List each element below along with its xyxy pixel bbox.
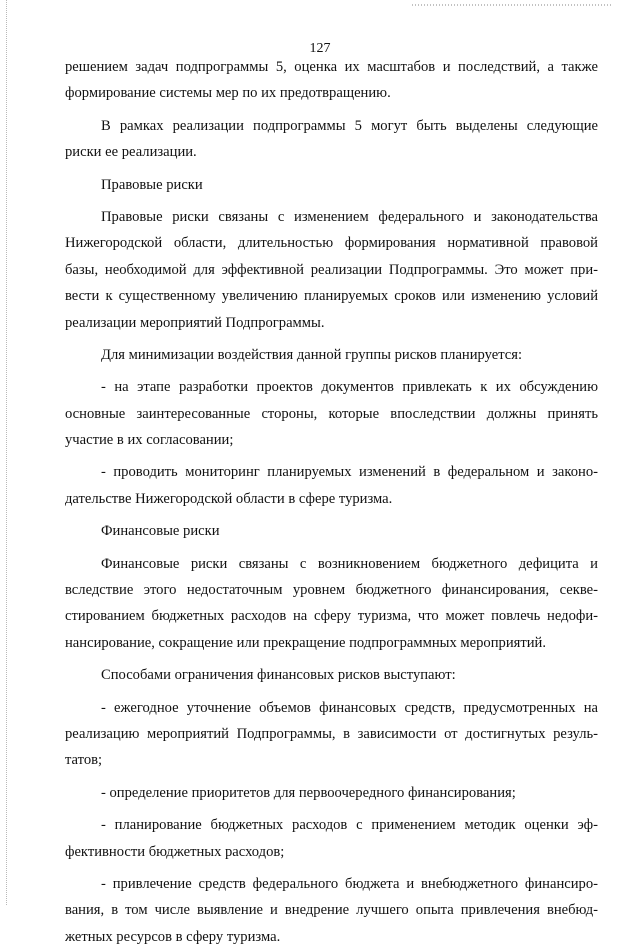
text-line: участие в их согласовании; (65, 432, 234, 449)
page-edge (6, 0, 7, 905)
text-line: реализации мероприятий Подпрограммы. (65, 314, 325, 331)
text-line: - ежегодное уточнение объемов финансовых средств, предусмотренных на (101, 699, 598, 716)
paragraph (65, 342, 598, 368)
list-item (65, 374, 598, 453)
text-line: - проводить мониторинг планируемых изменений в федеральном и законо- (101, 464, 598, 481)
list-item (65, 871, 598, 950)
paragraph (65, 204, 598, 336)
text-line: - на этапе разработки проектов документов привлекать к их обсуждению (101, 379, 598, 396)
section-heading-legal: Правовые риски (101, 176, 203, 193)
text-line: вести к существенному увеличению планируемых сроков или изменению условий (65, 288, 598, 305)
text-line: - определение приоритетов для первоочередного финансирования; (101, 784, 516, 801)
text-line: базы, необходимой для эффективной реализации Подпрограммы. Это может при- (65, 261, 598, 278)
text-line: В рамках реализации подпрограммы 5 могут быть выделены следующие (101, 117, 598, 134)
list-item (65, 812, 598, 865)
text-line: Для минимизации воздействия данной группы рисков планируется: (101, 346, 523, 363)
text-line: жетных ресурсов в сферу туризма. (65, 928, 281, 945)
section-heading (65, 172, 598, 198)
text-line: стированием бюджетных расходов на сферу туризма, что может повлечь недофи- (65, 608, 598, 625)
text-line: Правовые риски связаны с изменением федерального и законодательства (101, 208, 598, 225)
text-line: Нижегородской области, длительностью формирования нормативной правовой (65, 235, 598, 252)
text-line: нансирование, сокращение или прекращение подпрограммных мероприятий. (65, 634, 546, 651)
text-line: - привлечение средств федерального бюджета и внебюджетного финансиро- (101, 875, 598, 892)
text-line: вследствие этого недостаточным уровнем бюджетного финансирования, секве- (65, 582, 598, 599)
text-line: - планирование бюджетных расходов с применением методик оценки эф- (101, 817, 598, 834)
page-number: 127 (309, 41, 331, 56)
list-item (65, 459, 598, 512)
text-line: реализацию мероприятий Подпрограммы, в зависимости от достигнутых резуль- (65, 725, 598, 742)
list-item (65, 695, 598, 774)
text-line: основные заинтересованные стороны, которые впоследствии должны принять (65, 405, 598, 422)
list-item (65, 780, 598, 806)
scan-artifact (412, 4, 612, 6)
paragraph (65, 113, 598, 166)
text-line: формирование системы мер по их предотвращению. (65, 85, 391, 102)
text-line: Способами ограничения финансовых рисков выступают: (101, 667, 456, 684)
text-line: татов; (65, 752, 103, 769)
text-line: риски ее реализации. (65, 144, 197, 161)
text-line: вания, в том числе выявление и внедрение лучшего опыта привлечения внебюд- (65, 902, 598, 919)
paragraph (65, 662, 598, 688)
paragraph (65, 54, 598, 107)
text-line: решением задач подпрограммы 5, оценка их масштабов и последствий, а также (65, 59, 598, 75)
text-line: фективности бюджетных расходов; (65, 843, 285, 860)
text-line: дательстве Нижегородской области в сфере туризма. (65, 490, 393, 507)
section-heading (65, 518, 598, 544)
document-body (65, 54, 598, 950)
paragraph (65, 551, 598, 657)
text-line: Финансовые риски связаны с возникновением бюджетного дефицита и (101, 555, 598, 572)
section-heading-financial: Финансовые риски (101, 523, 220, 540)
